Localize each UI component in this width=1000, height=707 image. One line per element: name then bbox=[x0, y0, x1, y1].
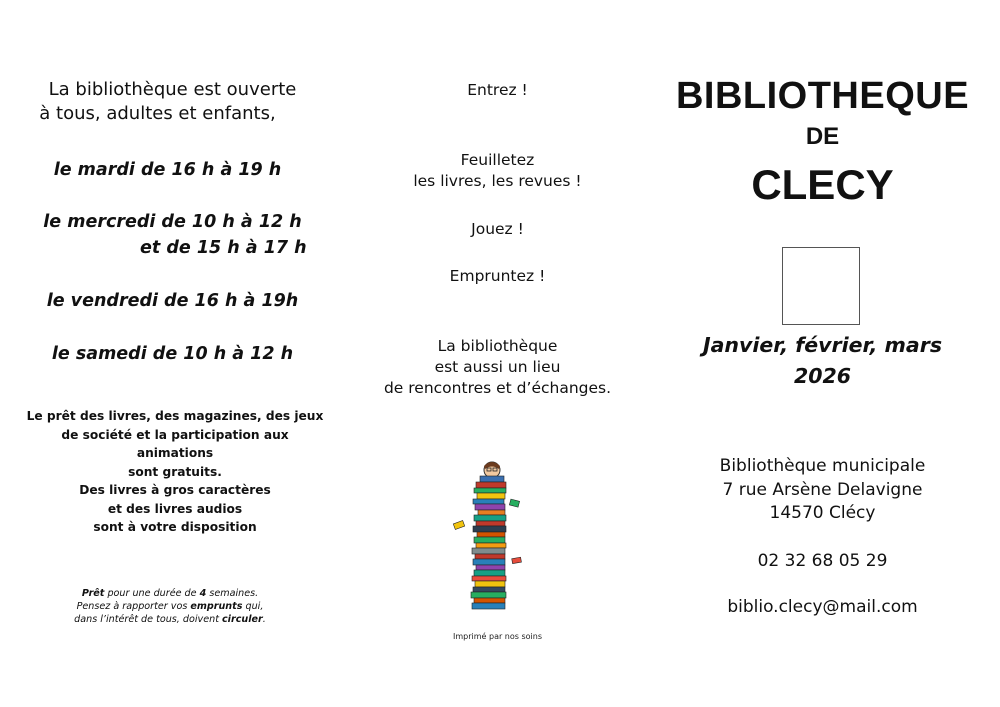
borrow-line: Empruntez ! bbox=[449, 267, 546, 285]
library-title-town: CLECY bbox=[751, 161, 894, 208]
loan-rule-line-2 bbox=[55, 600, 285, 613]
loan-info-line: sont à votre disposition bbox=[93, 520, 257, 534]
meeting-line-3: de rencontres et d’échanges. bbox=[383, 379, 612, 397]
intro-line-2: à tous, adultes et enfants, bbox=[39, 103, 276, 124]
loan-info-line: de société et la participation aux bbox=[61, 427, 289, 442]
loan-rule-text: semaines. bbox=[206, 588, 259, 599]
library-title: BIBLIOTHEQUE bbox=[675, 75, 970, 117]
loan-rule-line-1 bbox=[55, 587, 285, 600]
address-block bbox=[660, 455, 985, 526]
loan-info-line: sont gratuits. bbox=[128, 464, 222, 479]
enter-line: Entrez ! bbox=[467, 81, 528, 99]
loan-rule-text: dans l’intérêt de tous, doivent bbox=[74, 614, 222, 625]
play-text bbox=[345, 219, 650, 240]
hours-wednesday-afternoon: et de 15 h à 17 h bbox=[140, 238, 307, 258]
loan-info bbox=[20, 407, 330, 537]
email-address: biblio.clecy@mail.com bbox=[727, 597, 918, 617]
enter-text bbox=[345, 80, 650, 101]
loan-info-line: Le prêt des livres, des magazines, des jeux bbox=[26, 409, 324, 423]
loan-rule-text: Pensez à rapporter vos bbox=[76, 601, 191, 612]
loan-info-line: Des livres à gros caractères bbox=[79, 483, 271, 497]
loan-info-line: et des livres audios bbox=[107, 501, 243, 516]
loan-info-line: animations bbox=[136, 446, 214, 460]
period-heading bbox=[660, 330, 985, 392]
play-line: Jouez ! bbox=[471, 220, 524, 238]
hours-saturday: le samedi de 10 h à 12 h bbox=[51, 344, 294, 364]
browse-text bbox=[345, 150, 650, 192]
period-months: Janvier, février, mars bbox=[702, 333, 943, 357]
logo-placeholder-icon bbox=[782, 247, 860, 325]
emphasis-four: 4 bbox=[199, 588, 207, 599]
phone-number: 02 32 68 05 29 bbox=[757, 551, 888, 571]
intro-text bbox=[0, 78, 345, 126]
address-name: Bibliothèque municipale bbox=[719, 456, 926, 476]
cover-panel bbox=[660, 0, 985, 707]
welcome-panel bbox=[345, 0, 650, 707]
address-street: 7 rue Arsène Delavigne bbox=[722, 479, 923, 500]
browse-line-2: les livres, les revues ! bbox=[413, 172, 582, 190]
address-city: 14570 Clécy bbox=[769, 503, 876, 523]
loan-rule-text: pour une durée de bbox=[104, 588, 200, 599]
intro-line-1: La bibliothèque est ouverte bbox=[48, 79, 297, 100]
loan-rule-line-3 bbox=[55, 613, 285, 626]
hours-tuesday: le mardi de 16 h à 19 h bbox=[53, 160, 282, 180]
emphasis-pret: Prêt bbox=[81, 588, 105, 599]
meeting-line-2: est aussi un lieu bbox=[434, 358, 561, 376]
loan-rule-note bbox=[55, 587, 285, 626]
library-title-de: DE bbox=[805, 123, 840, 150]
book-stack-reader-icon bbox=[452, 460, 542, 610]
meeting-line-1: La bibliothèque bbox=[437, 337, 558, 355]
loan-rule-text: . bbox=[262, 614, 266, 625]
emphasis-circuler: circuler bbox=[222, 614, 263, 625]
browse-line-1: Feuilletez bbox=[460, 151, 535, 169]
meeting-place-text bbox=[345, 336, 650, 399]
borrow-text bbox=[345, 266, 650, 287]
hours-friday: le vendredi de 16 h à 19h bbox=[46, 291, 299, 311]
loan-rule-text: qui, bbox=[242, 601, 264, 612]
hours-wednesday-morning: le mercredi de 10 h à 12 h bbox=[43, 212, 302, 232]
printed-note: Imprimé par nos soins bbox=[452, 632, 542, 641]
opening-hours-panel bbox=[0, 0, 345, 707]
period-year: 2026 bbox=[793, 364, 852, 388]
emphasis-emprunts: emprunts bbox=[190, 601, 243, 612]
